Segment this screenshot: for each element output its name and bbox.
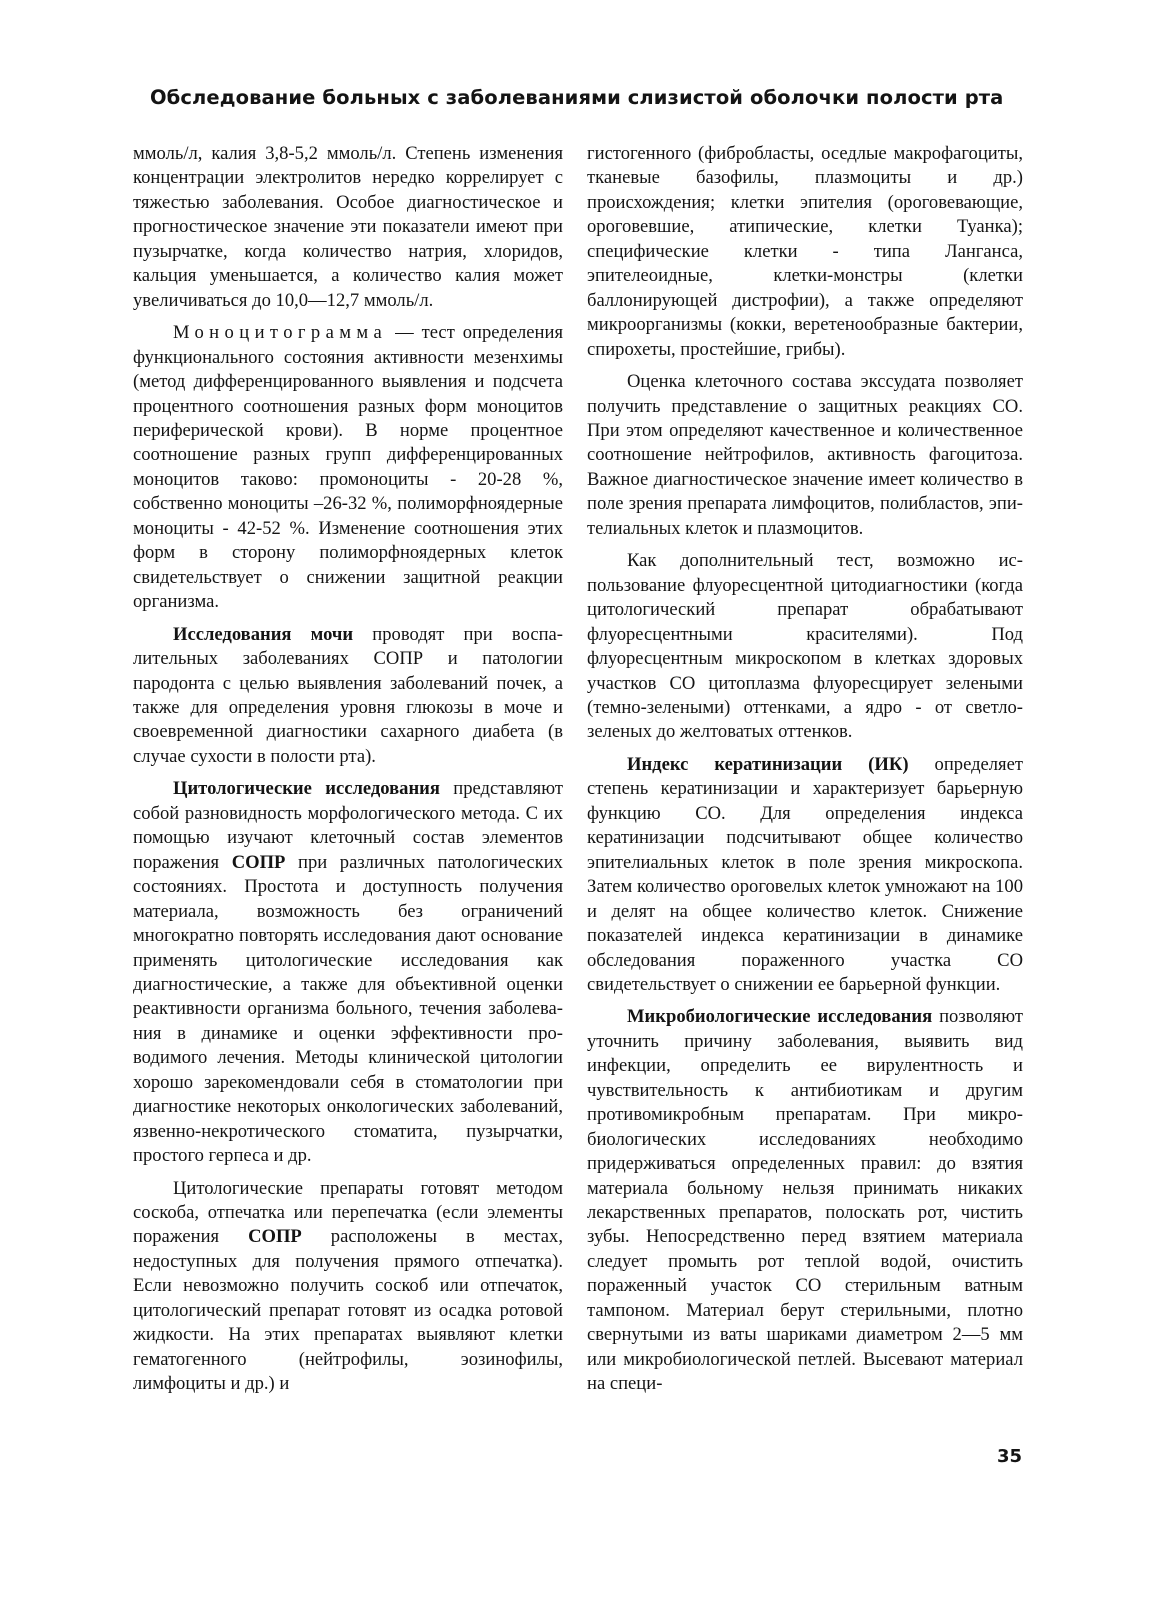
paragraph-fluorescent: Как дополнительный тест, возможно использование флуоресцентной цитодиагностики (когда цитологический препарат обрабатывают флуоресцентными красителями). Под флуоресцентным микроскопом в клетках здоровых участков СО цитоплазма флуоресцирует зелеными (темно-зелеными) оттенками, а ядро - от светло-зеленых до желтоватых оттенков. — [587, 550, 1023, 743]
paragraph-electrolytes: ммоль/л, калия 3,8-5,2 ммоль/л. Степень изменения концентрации электролитов нередко коррелирует с тяжестью заболевания. Особое диагностическое и прогностическое значение эти показатели имеют при пузырчатке, когда количество натрия, хлоридов, кальция уменьшается, а количество калия может увеличиваться до 10,0—12,7 ммоль/л. — [133, 143, 563, 311]
paragraph-urine-tests-text: проводят при воспалительных заболеваниях СОПР и патологии пародонта с целью выявления заболеваний почек, а также для определения уровня глюкозы в моче и своевременной диагностики сахарного диабета (в случае сухости в полости рта). — [133, 623, 563, 767]
term-sopr: СОПР — [231, 851, 286, 873]
term-monocytogram: Моноцитограмма — [173, 322, 388, 344]
page-number: 35 — [997, 1446, 1023, 1467]
term-cytology: Цитологические исследования — [173, 778, 440, 800]
left-column — [133, 142, 563, 1405]
term-microbiology: Микробиологические исследования — [627, 1006, 933, 1028]
paragraph-histogenic-cells: гистогенного (фибробласты, оседлые макрофагоциты, тканевые базофилы, плазмоциты и др.) происхождения; клетки эпителия (ороговевающие, ороговевшие, атипические, клетки Туанка); специфические клетки - типа Ланганса, эпителеоидные, клетки-монстры (клетки баллонирующей дистрофии), а также определяют микроорганизмы (кокки, веретенообразные бактерии, спирохеты, простейшие, грибы). — [587, 143, 1023, 360]
paragraph-urine-tests — [133, 623, 563, 770]
paragraph-keratinization — [587, 753, 1023, 998]
paragraph-preparations-text-b: расположены в местах, недоступных для получения прямого отпечатка). Если невозможно получить соскоб или отпечаток, цитологический препарат готовят из осадка ротовой жидкости. На этих препаратах выявляют клетки гематогенного (нейтрофилы, эозинофилы, лимфоциты и др.) и — [133, 1226, 563, 1395]
paragraph-microbiology — [587, 1005, 1023, 1396]
paragraph-cytology — [133, 777, 563, 1168]
right-column — [587, 142, 1023, 1405]
paragraph-preparations-text-a: Цитологические препараты готовят методом соскоба, отпечатка или перепечатка (если элементы поражения — [133, 1177, 563, 1248]
paragraph-monocytogram-text: — тест определения функционального состояния активности мезенхимы (метод дифференцированного выявления и подсчета процентного соотношения разных форм моноцитов периферической крови). В норме процентное соотношение разных групп дифференцированных моноцитов таково: промоноциты - 20-28 %, собственно моноциты –26-32 %, полиморфноядерные моноциты - 42-52 %. Изменение соотношения этих форм в сторону полиморфноядерных клеток свидетельствует о снижении защитной реакции организма. — [133, 322, 563, 613]
paragraph-cytology-text-a: представляют собой разновидность морфологического метода. С их помощью изучают клеточный состав элементов поражения — [133, 778, 563, 873]
term-sopr: СОПР — [248, 1226, 302, 1248]
paragraph-microbiology-text: позволяют уточнить причину заболевания, выявить вид инфекции, определить ее вирулентность и чувствительность к антибиотикам и другим противомикробным препаратам. При микробиологических исследованиях необходимо придерживаться определенных правил: до взятия материала больному нельзя принимать никаких лекарственных препаратов, полоскать рот, чистить зубы. Непосредственно перед взятием материала следует промыть рот теплой водой, очистить пораженный участок СО стерильным ватным тампоном. Материал берут стерильными, плотно свернутыми из ваты шариками диаметром 2—5 мм или микробиологической петлей. Высевают материал на специ- — [587, 1006, 1023, 1395]
paragraph-exudate: Оценка клеточного состава экссудата позволяет получить представление о защитных реакциях СО. При этом определяют качественное и количественное соотношение нейтрофилов, активность фагоцитоза. Важное диагностическое значение имеет количество в поле зрения препарата лимфоцитов, полибластов, эпителиальных клеток и плазмоцитов. — [587, 371, 1023, 539]
paragraph-monocytogram — [133, 321, 563, 614]
running-header: Обследование больных с заболеваниями слизистой оболочки полости рта — [150, 86, 1004, 109]
term-keratinization-index: Индекс кератинизации (ИК) — [627, 753, 909, 775]
paragraph-cytology-preparations — [133, 1177, 563, 1397]
paragraph-cytology-text-b: при различных патологических состояниях. Простота и доступность получения материала, возможность без ограничений многократно повторять исследования дают основание применять цитологические исследования как диагностические, а также для объективной оценки реактивности организма больного, течения заболевания в динамике и оценки эффективности проводимого лечения. Методы клинической цитологии хорошо зарекомендовали себя в стоматологии при диагностике некоторых онкологических заболеваний, язвенно-некротического стоматита, пузырчатки, простого герпеса и др. — [133, 851, 563, 1167]
paragraph-keratinization-text: определяет степень кератинизации и характеризует барьерную функцию СО. Для определения индекса кератинизации подсчитывают общее количество эпителиальных клеток в поле зрения микроскопа. Затем количество ороговелых клеток умножают на 100 и делят на общее количество клеток. Снижение показателей индекса кератинизации в динамике обследования пораженного участка СО свидетельствует о снижении ее барьерной функции. — [587, 753, 1023, 995]
term-urine-tests: Исследования мочи — [173, 623, 354, 645]
